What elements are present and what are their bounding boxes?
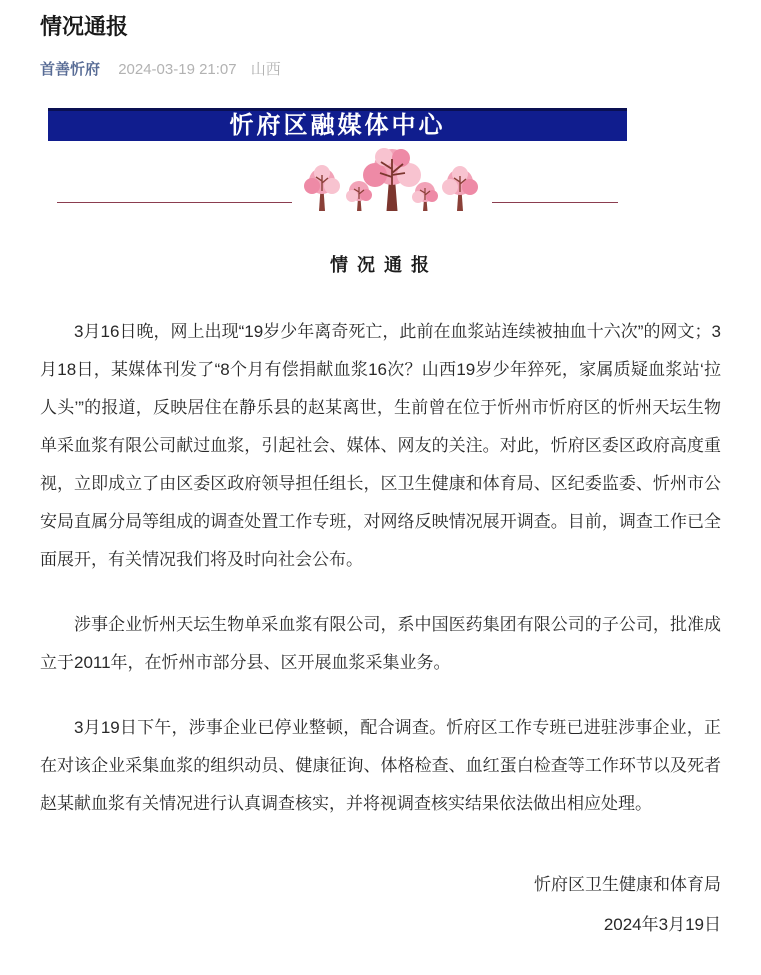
notice-paragraph-2: 涉事企业忻州天坛生物单采血浆有限公司，系中国医药集团有限公司的子公司，批准成立于2011年，在忻州市部分县、区开展血浆采集业务。 <box>40 615 721 672</box>
decorative-header-strip <box>40 141 721 217</box>
cherry-blossom-trees-image[interactable] <box>292 145 492 215</box>
notice-body <box>40 313 721 823</box>
publish-region: 山西 <box>250 61 281 78</box>
publish-datetime: 2024-03-19 21:07 <box>118 61 237 78</box>
account-name-link[interactable]: 首善忻府 <box>40 61 101 78</box>
page-title: 情况通报 <box>40 14 129 39</box>
signature-block <box>40 865 721 945</box>
signature-date: 2024年3月19日 <box>603 915 721 934</box>
masthead-banner-image[interactable] <box>48 108 627 141</box>
byline <box>40 60 721 80</box>
cherry-blossom-trees-icon <box>297 145 487 215</box>
masthead-banner-text: 忻府区融媒体中心 <box>229 113 446 139</box>
notice-paragraph-1: 3月16日晚，网上出现“19岁少年离奇死亡，此前在血浆站连续被抽血十六次”的网文；3月18日，某媒体刊发了“8个月有偿捐献血浆16次？山西19岁少年猝死，家属质疑血浆站‘拉人头’”的报道，反映居住在静乐县的赵某离世，生前曾在位于忻州市忻府区的忻州天坛生物单采血浆有限公司献过血浆，引起社会、媒体、网友的关注。对此，忻府区委区政府高度重视，立即成立了由区委区政府领导担任组长，区卫生健康和体育局、区纪委监委、忻州市公安局直属分局等组成的调查处置工作专班，对网络反映情况展开调查。目前，调查工作已全面展开，有关情况我们将及时向社会公布。 <box>40 322 721 569</box>
notice-paragraph-3: 3月19日下午，涉事企业已停业整顿，配合调查。忻府区工作专班已进驻涉事企业，正在对该企业采集血浆的组织动员、健康征询、体格检查、血红蛋白检查等工作环节以及死者赵某献血浆有关情况进行认真调查核实，并将视调查核实结果依法做出相应处理。 <box>40 718 721 813</box>
notice-heading: 情 况 通 报 <box>329 255 431 275</box>
signature-org: 忻府区卫生健康和体育局 <box>534 875 721 894</box>
